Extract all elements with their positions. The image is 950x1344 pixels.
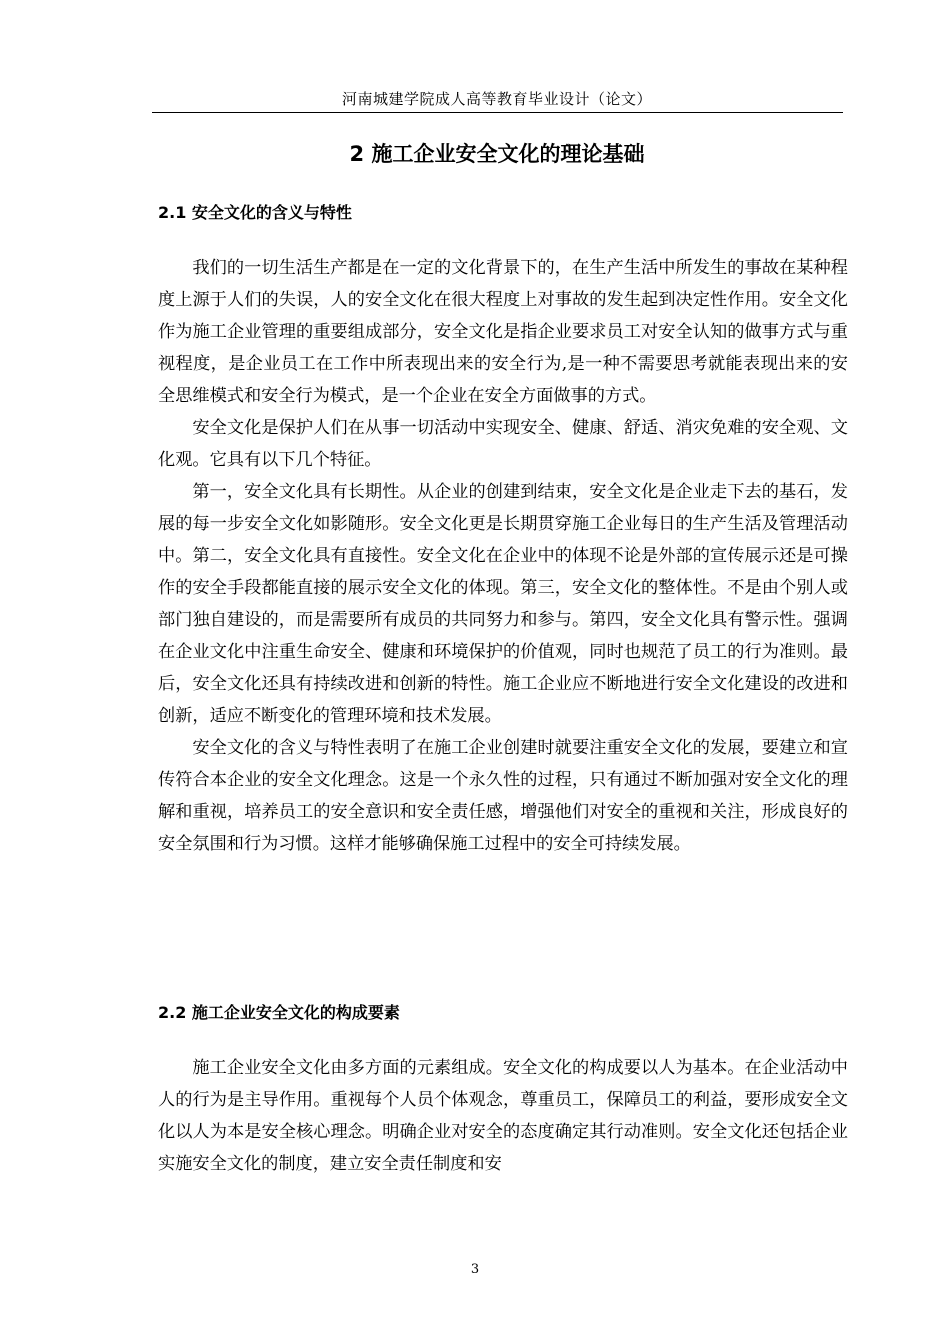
section-2-1-body (158, 252, 848, 860)
paragraph: 我们的一切生活生产都是在一定的文化背景下的，在生产生活中所发生的事故在某种程度上源于人们的失误，人的安全文化在很大程度上对事故的发生起到决定性作用。安全文化作为施工企业管理的重要组成部分，安全文化是指企业要求员工对安全认知的做事方式与重视程度，是企业员工在工作中所表现出来的安全行为,是一种不需要思考就能表现出来的安全思维模式和安全行为模式，是一个企业在安全方面做事的方式。 (158, 258, 848, 406)
paragraph: 安全文化的含义与特性表明了在施工企业创建时就要注重安全文化的发展，要建立和宣传符合本企业的安全文化理念。这是一个永久性的过程，只有通过不断加强对安全文化的理解和重视，培养员工的安全意识和安全责任感，增强他们对安全的重视和关注，形成良好的安全氛围和行为习惯。这样才能够确保施工过程中的安全可持续发展。 (158, 738, 848, 854)
section-2-2-body (158, 1052, 848, 1180)
paragraph: 第一，安全文化具有长期性。从企业的创建到结束，安全文化是企业走下去的基石，发展的每一步安全文化如影随形。安全文化更是长期贯穿施工企业每日的生产生活及管理活动中。第二，安全文化具有直接性。安全文化在企业中的体现不论是外部的宣传展示还是可操作的安全手段都能直接的展示安全文化的体现。第三，安全文化的整体性。不是由个别人或部门独自建设的，而是需要所有成员的共同努力和参与。第四，安全文化具有警示性。强调在企业文化中注重生命安全、健康和环境保护的价值观，同时也规范了员工的行为准则。最后，安全文化还具有持续改进和创新的特性。施工企业应不断地进行安全文化建设的改进和创新，适应不断变化的管理环境和技术发展。 (158, 482, 848, 726)
page-number: 3 (470, 1262, 480, 1277)
section-heading-2-2: 2.2 施工企业安全文化的构成要素 (158, 1003, 400, 1022)
header-rule (152, 112, 843, 113)
paragraph: 施工企业安全文化由多方面的元素组成。安全文化的构成要以人为基本。在企业活动中人的行为是主导作用。重视每个人员个体观念，尊重员工，保障员工的利益，要形成安全文化以人为本是安全核心理念。明确企业对安全的态度确定其行动准则。安全文化还包括企业实施安全文化的制度，建立安全责任制度和安 (158, 1058, 848, 1174)
section-heading-2-1: 2.1 安全文化的含义与特性 (158, 203, 352, 222)
chapter-title: 2 施工企业安全文化的理论基础 (349, 142, 645, 166)
paragraph: 安全文化是保护人们在从事一切活动中实现安全、健康、舒适、消灾免难的安全观、文化观。它具有以下几个特征。 (158, 418, 848, 470)
page-header: 河南城建学院成人高等教育毕业设计（论文） (341, 90, 652, 108)
